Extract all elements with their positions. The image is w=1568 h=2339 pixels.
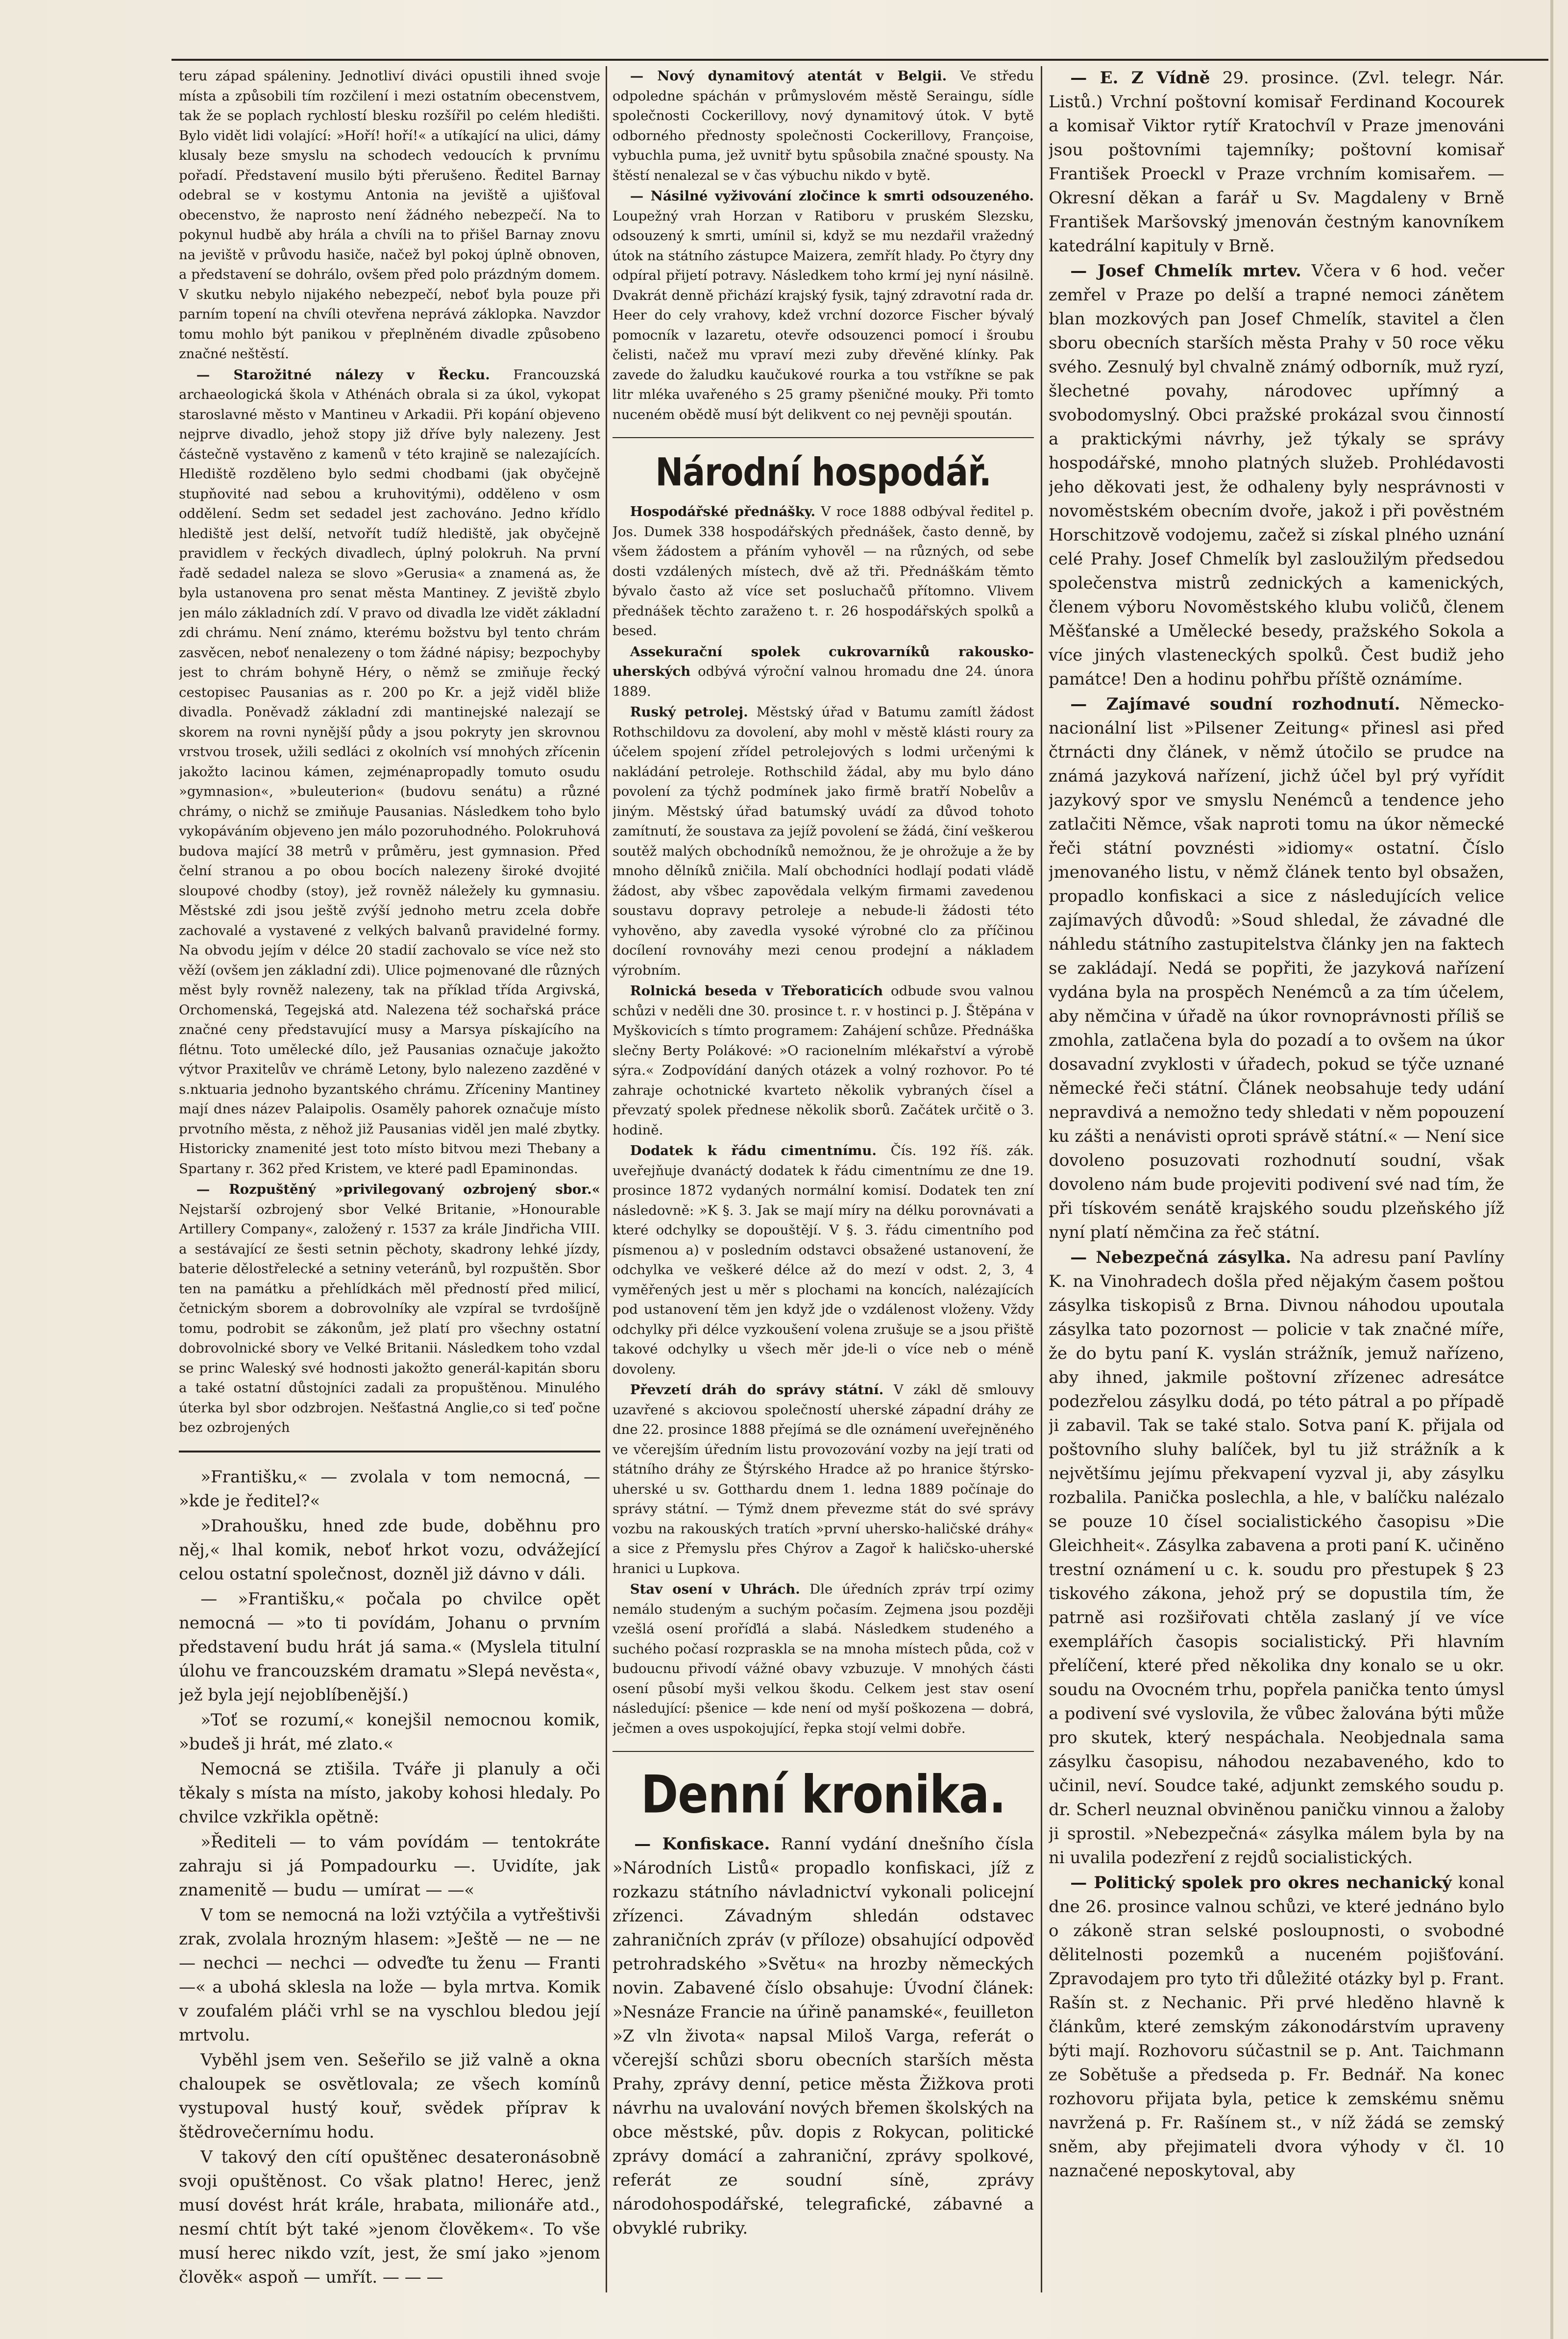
- article-body: V roce 1888 odbýval ředitel p. Jos. Dumek 338 hospodářských přednášek, často denně, by všem žádostem a přáním vyhověl — na různých, od sebe dosti vzdálených místech, dvě až tři. Přednáškám těmto bývalo často až více set posluchačů přítomno. Vlivem přednášek těchto zaraženo t. r. 26 hospodářských spolků a besed.: [612, 504, 1034, 639]
- story-paragraph: Nemocná se ztišila. Tváře ji planuly a oči těkaly s místa na místo, jakoby kohosi hledaly. Po chvilce vzkřikla opětně:: [179, 1759, 600, 1827]
- article-title: Převzetí dráh do správy státní.: [630, 1382, 884, 1398]
- story-paragraph: »Toť se rozumí,« konejšil nemocnou komik, »budeš ji hrát, mé zlato.«: [179, 1710, 600, 1754]
- column-middle: [612, 66, 1034, 2292]
- article-title: — Josef Chmelík mrtev.: [1070, 261, 1301, 281]
- article-body: odbude svou valnou schůzi v neděli dne 30. prosince t. r. v hostinci p. J. Štěpána v Myškovicích s tímto programem: Zahájení schůze. Přednáška slečny Berty Polákové: »O racionelním mlékařství a výrobě sýra.« Zodpovídání daných otázek a volný rozhovor. Po té zahraje ochotnické kvarteto několik vybraných čísel a převzatý spolek přednese několik sborů. Začátek určitě o 3. hodině.: [612, 983, 1034, 1138]
- article-crops: [612, 1579, 1034, 1738]
- article-petroleum: [612, 702, 1034, 980]
- article-lectures: [612, 502, 1034, 641]
- article-title: Dodatek k řádu cimentnímu.: [630, 1143, 877, 1158]
- article-customs: [612, 1141, 1034, 1379]
- article-body: Čís. 192 říš. zák. uveřejňuje dvanáctý dodatek k řádu cimentnímu ze dne 19. prosince 1872 vydaných normální komisí. Dodatek ten zní následovně: »K §. 3. Jak se mají míry na délku porovnávati a které odchylky se dopouštějí. V §. 3. řádu cimentního pod písmenou a) v posledním odstavci obsažené ustanovení, že odchylka ve veškeré délce až do mezí v odst. 2, 3, 4 vyměřených jest u měr s plochami na koncích, nalézajících pod ustanovení těm jen když jde o vzdálenost vloženy. Vždy odchylky při délce vyzkoušení volena zrušuje se a jsou přiště takové odchylky u všech měr jde-li o více neb o méně dovoleny.: [612, 1143, 1034, 1377]
- article-body: Loupežný vrah Horzan v Ratiboru v pruském Slezsku, odsouzený k smrti, umínil si, když se mu nezdařil vražedný útok na státního zástupce Maizera, zemřít hlady. Po čtyry dny odpíral přijetí potravy. Následkem toho krmí jej nyní násilně. Dvakrát denně přichází krajský fysik, tajný zdravotní rada dr. Heer do cely vrahovy, kdež vrchní dozorce Fischer bývalý pomocník v lazaretu, otevře odsouzenci pomocí i šroubu čelisti, načež mu vpraví mezi zuby dřevěné klínky. Pak zavede do žaludku kaučukové rourka a tou vstříkne se pak litr mléka uvařeného s 25 gramy pšeničné mouky. Při tomto nuceném obědě musí být delikvent co nej pevněji spoután.: [612, 208, 1034, 422]
- article-political: [1049, 1871, 1504, 2183]
- feuilleton-divider: [179, 1451, 600, 1453]
- article-title: Rolnická beseda v Třeboraticích: [630, 983, 883, 999]
- article-vienna: [1049, 66, 1504, 258]
- article-title: — Politický spolek pro okres nechanický: [1070, 1873, 1452, 1893]
- feuilleton-story: [179, 1465, 600, 2290]
- article-belgium: [612, 66, 1034, 185]
- story-paragraph: — »Františku,« počala po chvilce opět nemocná — »to ti povídám, Johanu o prvním představení budu hrát já sama.« (Myslela titulní úlohu ve francouzském dramatu »Slepá nevěsta«, jež byla její nejoblíbenější.): [179, 1589, 600, 1705]
- article-court: [1049, 692, 1504, 1245]
- column-right: [1049, 66, 1504, 2292]
- article-title: — Nový dynamitový atentát v Belgii.: [630, 68, 947, 84]
- page-edge: [1550, 0, 1553, 2339]
- article-title: Hospodářské přednášky.: [630, 504, 816, 519]
- header-rule: [172, 59, 1548, 61]
- article-title: — Zajímavé soudní rozhodnutí.: [1070, 694, 1400, 714]
- article-greece: [179, 365, 600, 1179]
- article-body: Ve středu odpoledne spáchán v průmyslovém městě Seraingu, sídle společnosti Cockerillovy, nový dynamitový útok. V bytě odborného přednosty společnosti Cockerillovy, Françoise, vybuchla puma, jež uvnitř bytu spůsobila značné spousty. Na štěstí nenalezal se v čas výbuchu nikdo v bytě.: [612, 68, 1034, 183]
- article-title: — Rozpuštěný »privilegovaný ozbrojený sbor.«: [196, 1182, 600, 1197]
- article-militia: [179, 1180, 600, 1438]
- article-title: — E. Z Vídně: [1070, 68, 1210, 88]
- article-body: Dle úředních zpráv trpí ozimy nemálo studeným a suchým počasím. Zejmena jsou později vzešlá osení proříďlá a slabá. Následkem studeného a suchého počasí rozpraskla se na mnoha místech půda, což v budoucnu přivodí vážné obavy vzbuzuje. V mnohých části osení působí myši velkou škodu. Celkem jest stav osení následující: pšenice — kde není od myší poškozena — dobrá, ječmen a oves uspokojující, řepka stojí velmi dobře.: [612, 1581, 1034, 1736]
- article-body: Včera v 6 hod. večer zemřel v Praze po delší a trapné nemoci zánětem blan mozkových pan Josef Chmelík, stavitel a člen sboru obecních starších města Prahy v 50 roce věku svého. Zesnulý byl chvalně známý odborník, muž ryzí, šlechetné povahy, národovec upřímný a svobodomyslný. Obci pražské prokázal svou činností a praktickými návrhy, jež týkaly se správy hospodářské, mnoho platných služeb. Prohlédavosti jeho děkovati jest, že odhaleny byly nesprávnosti v novoměstském obecním dvoře, jakož i při pověstném Horschitzově vodojemu, začež si získal plného uznání celé Prahy. Josef Chmelík byl zasloužilým předsedou společenstva mistrů zednických a kamenických, členem výboru Novoměstského klubu voličů, členem Měšťanské a Umělecké besedy, pražského Sokola a více jiných vlasteneckých spolků. Čest budiž jeho památce! Den a hodinu pohřbu příště oznámíme.: [1049, 261, 1504, 689]
- article-title: Ruský petrolej.: [630, 704, 748, 720]
- story-paragraph: Vyběhl jsem ven. Sešeřilo se již valně a okna chaloupek se osvětlovala; ze všech komínů vystupoval hustý kouř, svědek příprav k štědrovečernímu hodu.: [179, 2050, 600, 2142]
- story-paragraph: »Drahoušku, hned zde bude, doběhnu pro něj,« lhal komik, neboť hrkot vozu, odvážející celou ostatní společnost, dozněl již dávno v dáli.: [179, 1516, 600, 1584]
- article-title: — Starožitné nálezy v Řecku.: [196, 367, 490, 383]
- story-paragraph: V takový den cítí opuštěnec desateronásobně svoji opuštěnost. Co však platno! Herec, jenž musí dovést hrát krále, hrabata, milionáře atd., nesmí chtít být také »jenom člověkem«. To vše musí herec nikdo vzít, jest, že smí jako »jenom člověk« aspoň — umřít. — — —: [179, 2147, 600, 2287]
- article-title: — Násilné vyživování zločince k smrti odsouzeného.: [630, 188, 1034, 204]
- section-heading-chronicle: Denní kronika.: [640, 1764, 1006, 1825]
- article-body: Francouzská archaeologická škola v Athénách obrala si za úkol, vykopat staroslavné město v Mantineu v Arkadii. Při kopání objeveno nejprve divadlo, jehož stopy již dříve byly nalezeny. Jest částečně vystavěno z kamenů v této krajině se nalezajících. Hlediště rozděleno bylo sedmi chodbami (jak obyčejně stupňovité nad sebou a kruhovitými), odděleno v osm oddělení. Sedm set sedadel jest zachováno. Jedno křídlo hlediště jest delší, netvořít tudíž hlediště, jak obyčejně pravidlem v řeckých divadlech, úplný polokruh. Na první řadě sedadel naleza se slovo »Gerusia« a znamená as, že byla ustanovena pro senat města Mantiney. Z jeviště zbylo jen málo základních zdí. V pravo od divadla lze vidět základní zdi chrámu. Není známo, kterému božstvu byl tento chrám zasvěcen, neboť nenalezeny o tom žádné nápisy; bezpochyby jest to chrám bohyně Héry, o němž se zmiňuje řecký cestopisec Pausanias as r. 200 po Kr. a jejž viděl bliže divadla. Poněvadž základní zdi mantinejské nalezají se skorem na rovni nynější půdy a jsou pokryty jen skrovnou vrstvou trosek, užili sedláci z okolních vsí mnohých zřícenin jakožto lacinou kámen, zejménapropadly tomuto osudu »gymnasion«, »buleuterion« (budovu senátu) a různé chrámy, o nichž se zmiňuje Pausanias. Následkem toho bylo vykopáváním objeveno jen málo pozoruhodného. Polokruhová budova mající 38 metrů v průměru, jest gymnasion. Před čelní stranou a po obou bocích nalezeny široké dvojité sloupové chodby (stoy), jež rovněž náležely ku gymnasiu. Městské zdi jsou ještě zvýší jednoho metru zcela dobře zachovalé a vystavené z velkých balvanů pravidelné formy. Na obvodu jejím v délce 20 stadií zachovalo se více než sto věží (ovšem jen základní zdi). Ulice pojmenované dle různých měst byly rovněž nalezeny, tak na příklad třída Argivská, Orchomenská, Tegejská atd. Nalezena též sochařská práce značné ceny představující musy a Marsya pískajícího na flétnu. Toto umělecké dílo, jež Pausanias označuje jakožto výtvor Praxitelův ve chrámě Letony, bylo nalezeno zazděné v s.nktuaria jednoho byzantského chrámu. Zříceniny Mantiney mají dnes název Palaipolis. Osaměly pahorek označuje místo prvotního města, z něhož již Pausanias viděl jen malé zbytky. Historicky znamenité jest toto místo bitvou mezi Thebany a Spartany r. 362 před Kristem, ve které padl Epaminondas.: [179, 367, 600, 1177]
- article-body: Na adresu paní Pavlíny K. na Vinohradech došla před nějakým časem poštou zásylka tiskopisů z Brna. Divnou náhodou upoutala zásylka tato pozornost — policie v tak značné míře, že do bytu paní K. vyslán strážník, jemuž nařízeno, aby ihned, jakmile poštovní zřízenec adresátce podezřelou zásylku dodá, po této pátral a po případě ji zabavil. Tak se také stalo. Sotva paní K. přijala od poštovního sluhy balíček, byl tu již strážník a k největšímu jejímu překvapení vyzval ji, aby zásylku rozbalila. Panička poslechla, a hle, v balíčku nalézalo se pouze 10 čísel socialistického časopisu »Die Gleichheit«. Zásylka zabavena a proti paní K. učiněno trestní oznámení u c. k. soudu pro přestupek § 23 tiskového zákona, jehož prý se dopustila tím, že patrně asi rozšiřovati chtěla zaslaný jí ve více exemplářích časopis socialistický. Při hlavním přelíčení, které před několika dny konalo se u okr. soudu na Ovocném trhu, popřela panička tento úmysl a podivení své vyslovila, že vůbec žalována býti může pro skutek, který nespáchala. Neobjednala sama zásylku časopisu, náhodou nezabaveného, kdo to učinil, neví. Soudce také, adjunkt zemského soudu p. dr. Scherl neuznal obviněnou paničku vinnou a žaloby ji sprostil. »Nebezpečná« zásylka málem byla by na ni uvalila podezření z rejdů socialistických.: [1049, 1248, 1504, 1868]
- article-title: Stav osení v Uhrách.: [630, 1581, 800, 1597]
- story-paragraph: V tom se nemocná na loži vztýčila a vytřeštivši zrak, zvolala hrozným hlasem: »Ještě — ne — ne — nechci — nechci — odveďte tu ženu — Franti —« a ubohá sklesla na lože — byla mrtva. Komik v zoufalém pláči vrhl se na vyschlou bledou její mrtvolu.: [179, 1905, 600, 2045]
- article-body: konal dne 26. prosince valnou schůzi, ve které jednáno bylo o zákoně stran selské posloupnosti, o svobodné dělitelnosti pozemků a nuceném pojišťování. Zpravodajem pro tyto tři důležité otázky byl p. Frant. Rašín st. z Nechanic. Při prvé hleděno hlavně k článkům, které zemským zákonodárstvím upraveny býti mají. Rozhovoru súčastnil se p. Ant. Taichmann ze Sobětuše a předseda p. Fr. Bednář. Na konec rozhovoru přijata byla, petice k zemskému sněmu navržená p. Fr. Rašínem st., v níž žádá se zemský sněm, aby přejimateli dvora výhody v čl. 10 naznačené neposkytoval, aby: [1049, 1873, 1504, 2181]
- article-title: — Konfiskace.: [634, 1834, 770, 1854]
- paragraph: teru západ spáleniny. Jednotliví diváci opustili ihned svoje místa a způsobili tím rozčilení i mezi ostatním obecenstvem, tak že se poplach rychlostí blesku rozšířil po celém hledišti. Bylo vidět lidi volající: »Hoří! hoří!« a utíkající na ulici, dámy klusaly beze smyslu na schodech vedoucích k prvnímu pořadí. Představení musilo býti přerušeno. Ředitel Barnay odebral se v kostymu Antonia na jeviště a ujišťoval obecenstvo, že naprosto není žádného nebezpečí. Na to pokynul hudbě aby hrála a chvíli na to přišel Barnay znovu na jeviště v průvodu hasiče, načež byl pokoj úplně obnoven, a představení se dohrálo, ovšem před polo prázdným domem. V skutku nebylo nijakého nebezpečí, neboť byla pouze při parním topení na chvíli otevřena neprává záklopka. Navzdor tomu mohlo být panikou v přeplněném divadle způsobeno značné neštěstí.: [179, 68, 600, 362]
- article-body: 29. prosince. (Zvl. telegr. Nár. Listů.) Vrchní poštovní komisař Ferdinand Kocourek a komisař Viktor rytíř Kratochvíl v Praze jmenováni jsou poštovními tajemníky; poštovní komisař František Proeckl v Praze vrchním komisařem. — Okresní děkan a farář u Sv. Magdaleny v Brně František Maršovský jmenován čestným kanovníkem katedrální kapituly v Brně.: [1049, 68, 1504, 256]
- story-paragraph: »Františku,« — zvolala v tom nemocná, — »kde je ředitel?«: [179, 1467, 600, 1511]
- article-obituary: [1049, 259, 1504, 691]
- column-left: [179, 66, 600, 2292]
- article-railway: [612, 1380, 1034, 1578]
- article-body: Městský úřad v Batumu zamítl žádost Rothschildovu za dovolení, aby mohl v městě klásti roury za účelem spojení zřídel petrolejových s lodmi určenými k nakládání petroleje. Rothschild žádal, aby mu bylo dáno povolení za týchž podmínek jako firmě bratří Nobelův a jiným. Městský úřad batumský uvádí za důvod tohoto zamítnutí, že soustava za jejíž povolení se žádá, činí veškerou soutěž malých obchodníků nemožnou, že je ohrožuje a že by mnoho dělníků zničila. Malí obchodníci hodlají podati vládě žádost, aby všbec zapovědala velkým firmami zavedenou soustavu dopravy petroleje a nebude-li žádosti této vyhověno, aby zavedla vysoké výrobné clo za příčinou docílení rovnováhy mezi cenou prodejní a nákladem výrobním.: [612, 704, 1034, 978]
- article-body: Nejstarší ozbrojený sbor Velké Britanie, »Honourable Artillery Company«, založený r. 1537 za krále Jindřicha VIII. a sestávající ze šesti setnin pěchoty, skadrony lehké jízdy, baterie dělostřelecké a setniny veteránů, byl rozpuštěn. Sbor ten na památku a přehlídkách měl předností před milicí, četnickým sborem a dobrovolníky ale vzpíral se tvrdošíjně tomu, podrobit se zákonům, jež platí pro všechny ostatní dobrovolnické sbory ve Velké Britanii. Následkem toho vzdal se princ Waleský své hodnosti jakožto generál-kapitán sboru a také ostatní důstojníci zadali za propuštěnou. Minulého úterka byl sbor odzbrojen. Nešťastná Anglie,co si teď počne bez ozbrojených: [179, 1201, 600, 1435]
- article-sugar: [612, 642, 1034, 702]
- section-divider: [612, 1751, 1034, 1752]
- article-confiscation: [612, 1832, 1034, 2241]
- article-parcel: [1049, 1246, 1504, 1870]
- article-body: V zákl dě smlouvy uzavřené s akciovou společností uherské západní dráhy ze dne 22. prosince 1888 přejímá se dle oznámení uveřejněného ve včerejším úředním listu provozování vozby na její trati od státního dráhy ze Štýrského Hradce až po hranice štýrsko-uherské u sv. Gotthardu dnem 1. ledna 1889 počínaje do správy státní. — Týmž dnem převezme stát do své správy vozbu na rakouských tratích »první uhersko-haličské dráhy« a sice z Přemyslu přes Chýrov a Zagoř k haličsko-uherské hranici u Lupkova.: [612, 1382, 1034, 1576]
- article-body: Německo-nacionální list »Pilsener Zeitung« přinesl asi před čtrnácti dny článek, v němž útočilo se prudce na známá jazyková nařízení, jichž účel byl prý vyřídit jazykový spor ve smyslu Nenémců a tendence jeho zatlačiti Němce, však naproti tomu na úkor německé řeči státní povznésti »idiomy« ostatní. Číslo jmenovaného listu, v němž článek tento byl obsažen, propadlo konfiskaci a sice z následujících velice zajímavých důvodů: »Soud shledal, že závadné dle náhledu státního zastupitelstva články jen na faktech se zakládají. Nedá se popřiti, že jazyková nařízení vydána byla na prospěch Nenémců a za tím účelem, aby němčina v úřadě na úkor rovnoprávnosti příliš se zmohla, zatlačena byla do pozadí a to ovšem na úkor dosavadní zvyklosti v úřadech, pokud se týče uznané německé řeči státní. Článek neobsahuje tedy udání nepravdivá a nemožno tedy shledati v něm popouzení ku zášti a nenávisti oproti správě státní.« — Není sice dovoleno posuzovati rozhodnutí soudní, však dovoleno nám bude projeviti podivení své nad tím, že při tískovém senátě krajského soudu plzeňského jíž nyní platí němčina za řeč státní.: [1049, 694, 1504, 1242]
- story-paragraph: »Řediteli — to vám povídám — tentokráte zahraju si já Pompadourku —. Uvidíte, jak znamenitě — budu — umírat — —«: [179, 1832, 600, 1900]
- section-divider: [612, 437, 1034, 438]
- column-divider: [1041, 66, 1042, 2292]
- article-beseda: [612, 981, 1034, 1140]
- section-heading-economy: Národní hospodář.: [655, 450, 991, 495]
- article-body: odbývá výroční valnou hromadu dne 24. února 1889.: [612, 664, 1034, 699]
- article-body: Ranní vydání dnešního čísla »Národních Listů« propadlo konfiskaci, jíž z rozkazu státního návladnictví vykonali policejní zřízenci. Závadným shledán odstavec zahraničních zpráv (v příloze) obsahující odpověď petrohradského »Světu« na hrozby německých novin. Zabavené číslo obsahuje: Úvodní článek: »Nesnáze Francie na úřině panamské«, feuilleton »Z vln života« napsal Miloš Varga, referát o včerejší schůzi sboru obecních starších města Prahy, zprávy denní, petice města Žižkova proti návrhu na uvalování nových břemen školských na obce městské, pův. dopis z Rokycan, politické zprávy domácí a zahraniční, zprávy spolkové, referát ze soudní síně, zprávy národohospodářské, telegrafické, zábavné a obvyklé rubriky.: [612, 1834, 1034, 2238]
- article-murder: [612, 186, 1034, 424]
- column-divider: [606, 66, 607, 2292]
- article-title: Assekurační spolek cukrovarníků rakousko-uherských: [612, 643, 1034, 679]
- article-title: — Nebezpečná zásylka.: [1070, 1248, 1292, 1267]
